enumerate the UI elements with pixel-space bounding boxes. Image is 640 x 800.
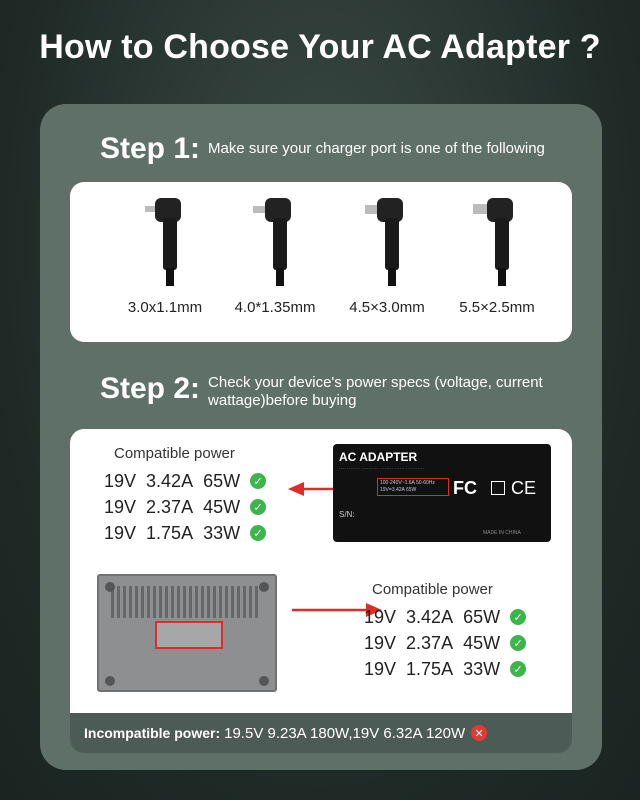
laptop-foot <box>105 676 115 686</box>
step1-description: Make sure your charger port is one of the following <box>208 140 545 157</box>
step2-description: Check your device's power specs (voltage, current wattage)before buying <box>208 374 543 409</box>
voltage: 19V <box>364 606 397 627</box>
current: 3.42A <box>146 470 194 491</box>
port-card <box>70 182 572 342</box>
port-item <box>110 192 220 316</box>
incompatible-power-bar <box>70 713 572 753</box>
adapter-output-spec: 19V=3.42A 65W <box>380 487 417 493</box>
wattage: 65W <box>463 606 501 627</box>
check-icon: ✓ <box>510 609 526 625</box>
check-icon: ✓ <box>510 661 526 677</box>
spec-row <box>104 520 276 546</box>
step2-heading <box>100 372 580 410</box>
laptop-foot <box>259 676 269 686</box>
wattage: 33W <box>463 658 501 679</box>
page-title: How to Choose Your AC Adapter ? <box>39 28 601 66</box>
port-size-label: 4.5×3.0mm <box>349 299 425 316</box>
adapter-label-spec-box <box>377 478 449 496</box>
power-card <box>70 429 572 743</box>
step2-label: Step 2: <box>100 372 201 405</box>
check-icon: ✓ <box>510 635 526 651</box>
compatible-power-list <box>104 445 276 546</box>
spec-row <box>104 468 276 494</box>
current: 1.75A <box>406 658 454 679</box>
adapter-label-fineprint: ···· ········ ·········· ········ ······ ··········· <box>339 466 425 472</box>
adapter-label-image <box>333 444 551 542</box>
dc-plug-icon <box>135 192 195 287</box>
wattage: 45W <box>463 632 501 653</box>
wattage: 65W <box>203 470 241 491</box>
step1-label: Step 1: <box>100 132 201 165</box>
made-in-label: MADE IN CHINA <box>483 530 521 536</box>
check-icon: ✓ <box>250 525 266 541</box>
incompatible-power-values: 19.5V 9.23A 180W,19V 6.32A 120W <box>224 724 466 742</box>
adapter-label-title: AC ADAPTER <box>339 450 418 464</box>
check-icon: ✓ <box>250 473 266 489</box>
voltage: 19V <box>364 632 397 653</box>
laptop-spec-sticker <box>155 621 223 649</box>
laptop-bottom-image <box>97 574 277 692</box>
current: 3.42A <box>406 606 454 627</box>
dc-plug-icon <box>467 192 527 287</box>
compatible-power-title: Compatible power <box>372 581 493 598</box>
port-size-label: 3.0x1.1mm <box>127 299 203 316</box>
current: 1.75A <box>146 522 194 543</box>
voltage: 19V <box>364 658 397 679</box>
compatible-power-list <box>364 581 536 682</box>
incompatible-power-label: Incompatible power: <box>84 725 221 741</box>
spec-row <box>364 604 536 630</box>
wattage: 45W <box>203 496 241 517</box>
current: 2.37A <box>406 632 454 653</box>
wattage: 33W <box>203 522 241 543</box>
ce-mark: CE <box>511 478 537 498</box>
current: 2.37A <box>146 496 194 517</box>
port-item <box>220 192 330 316</box>
compatible-power-title: Compatible power <box>114 445 235 462</box>
spec-row <box>104 494 276 520</box>
double-insulation-icon <box>491 481 505 495</box>
cross-icon: ✕ <box>471 725 487 741</box>
port-item <box>332 192 442 316</box>
spec-row <box>364 630 536 656</box>
voltage: 19V <box>104 522 137 543</box>
guide-panel <box>40 104 602 770</box>
step1-heading <box>100 132 545 166</box>
fc-mark: FC <box>453 478 477 498</box>
adapter-input-spec: 100-240V~1.6A 50-60Hz <box>380 480 435 486</box>
dc-plug-icon <box>357 192 417 287</box>
spec-row <box>364 656 536 682</box>
port-size-label: 5.5×2.5mm <box>459 299 535 316</box>
dc-plug-icon <box>245 192 305 287</box>
laptop-foot <box>259 582 269 592</box>
laptop-foot <box>105 582 115 592</box>
check-icon: ✓ <box>250 499 266 515</box>
port-item <box>442 192 552 316</box>
serial-number-label: S/N: <box>339 510 355 519</box>
voltage: 19V <box>104 496 137 517</box>
voltage: 19V <box>104 470 137 491</box>
port-size-label: 4.0*1.35mm <box>234 299 316 316</box>
laptop-vents <box>111 586 261 618</box>
